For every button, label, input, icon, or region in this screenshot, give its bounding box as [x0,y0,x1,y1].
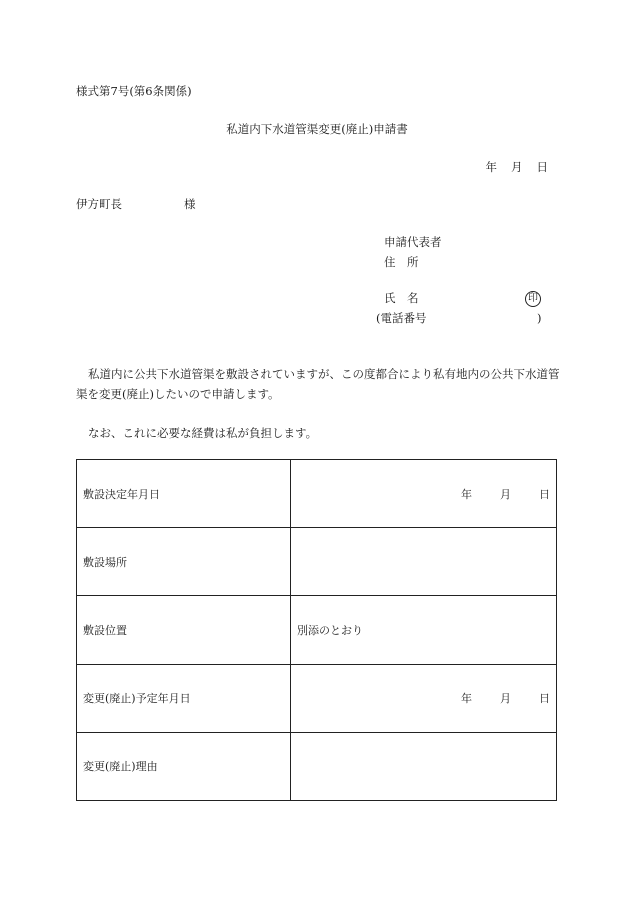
body-paragraph-request-text: 私道内に公共下水道管渠を敷設されていますが、この度都合により私有地内の公共下水道管渠を変更(廃止)したいので申請します。 [76,367,560,401]
install-date-day: 日 [539,487,550,501]
body-paragraph-request [76,364,560,404]
row-label-change-reason: 変更(廃止)理由 [77,732,291,800]
name-label: 氏 名 [384,291,419,305]
install-date-month: 月 [500,487,511,501]
row-label-change-date: 変更(廃止)予定年月日 [77,664,291,732]
date-year-label: 年 [485,160,497,174]
seal-mark: 印 [525,291,541,307]
row-label-install-date: 敷設決定年月日 [77,460,291,528]
install-position-field[interactable]: 別添のとおり [291,596,557,664]
phone-number-label: (電話番号 [376,311,427,325]
row-label-install-place: 敷設場所 [77,528,291,596]
submission-date-line [486,162,549,174]
applicant-heading: 申請代表者 [384,235,442,249]
install-date-field[interactable] [291,460,557,528]
table-row [77,460,557,528]
change-date-field[interactable] [291,664,557,732]
table-row [77,664,557,732]
body-paragraph-expenses-text: なお、これに必要な経費は私が負担します。 [88,426,318,440]
address-label: 住 所 [384,255,419,269]
table-row [77,528,557,596]
details-table [76,459,557,801]
date-day-label: 日 [536,160,548,174]
date-month-label: 月 [511,160,523,174]
row-label-install-position: 敷設位置 [77,596,291,664]
phone-number-close-paren: ) [537,311,542,325]
change-date-year: 年 [461,692,472,706]
body-paragraph-expenses [76,423,560,443]
change-date-day: 日 [539,692,550,706]
change-reason-field[interactable] [291,732,557,800]
document-title: 私道内下水道管渠変更(廃止)申請書 [226,122,408,136]
addressee-honorific: 様 [184,197,196,211]
addressee: 伊方町長 [76,197,122,211]
table-row [77,596,557,664]
form-reference: 様式第7号(第6条関係) [76,84,192,98]
install-place-field[interactable] [291,528,557,596]
change-date-month: 月 [500,692,511,706]
install-date-year: 年 [461,487,472,501]
table-row [77,732,557,800]
